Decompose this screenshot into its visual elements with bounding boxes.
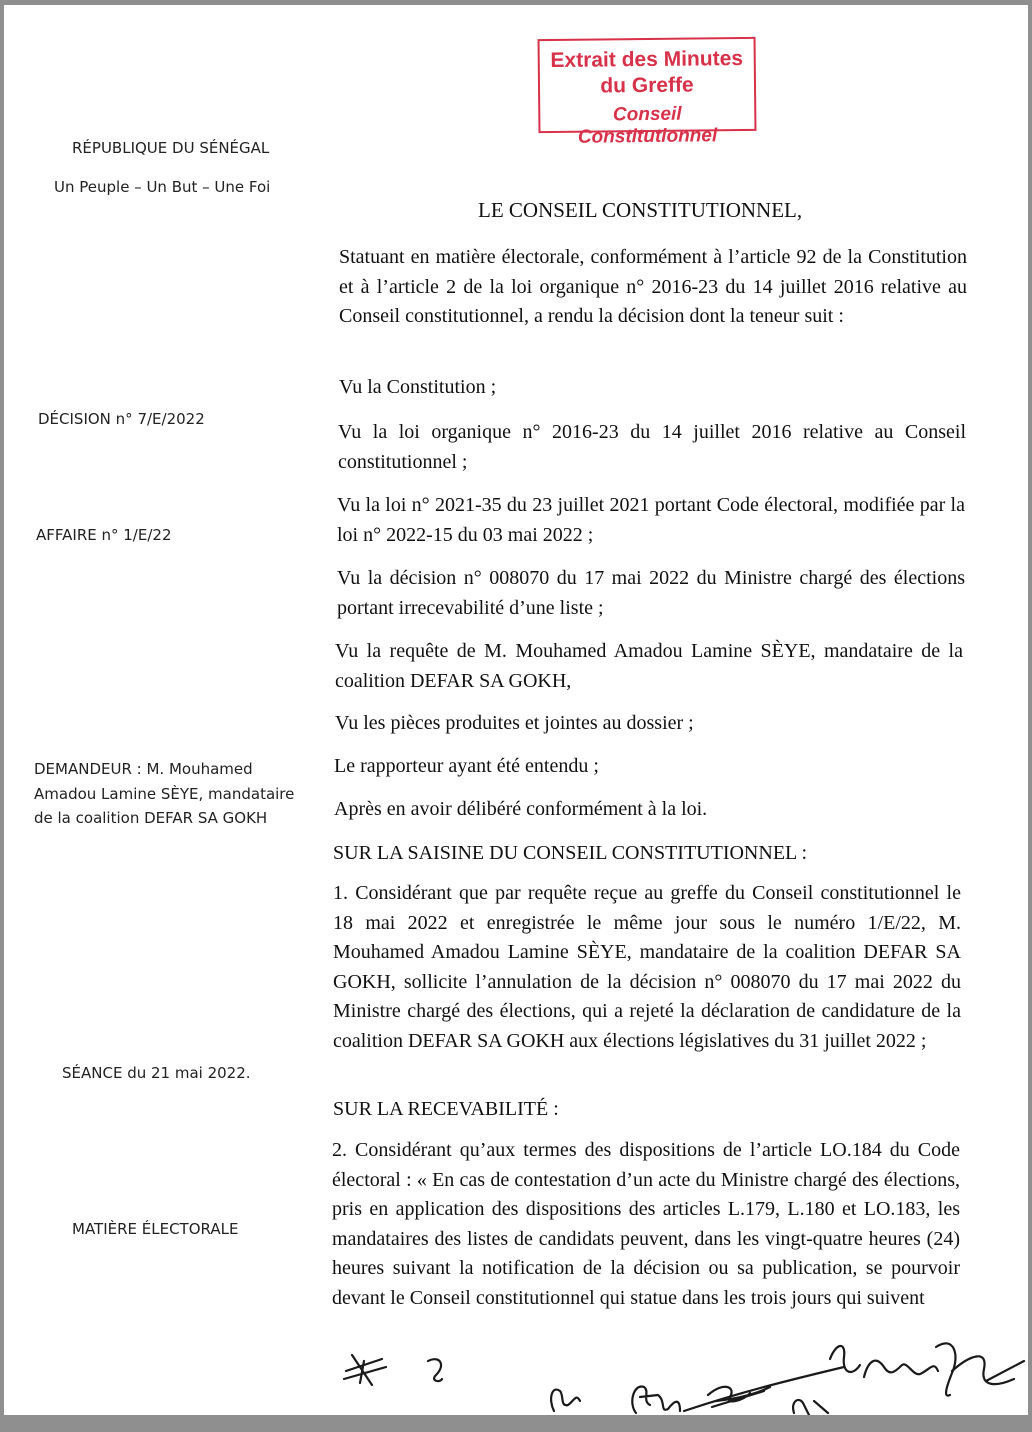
visa-code-electoral: Vu la loi n° 2021-35 du 23 juillet 2021 portant Code électoral, modifiée par la loi n° 2022-15 du 03 mai 2022 ; (337, 494, 965, 546)
visa-constitution: Vu la Constitution ; (339, 376, 497, 398)
considerant-1: 1. Considérant que par requête reçue au greffe du Conseil constitutionnel le 18 mai 2022 et enregistrée le même jour sous le numéro 1/E/22, M. Mouhamed Amadou Lamine SÈYE, mandataire de la coalition DEFAR SA GOKH, sollicite l’annulation de la décision n° 008070 du 17 mai 2022 du Ministre chargé des élections, qui a rejeté la déclaration de candidature de la coalition DEFAR SA GOKH aux élections législatives du 31 juillet 2022 ; (333, 882, 961, 1052)
plaintiff-info: DEMANDEUR : M. Mouhamed Amadou Lamine SÈYE, mandataire de la coalition DEFAR SA GOKH (34, 760, 295, 827)
document-page (4, 5, 1028, 1415)
greffe-stamp (538, 37, 757, 148)
visa-loi-organique: Vu la loi organique n° 2016-23 du 14 juillet 2016 relative au Conseil constitutionnel ; (338, 421, 966, 473)
preamble-statuant: Statuant en matière électorale, conformément à l’article 92 de la Constitution et à l’article 2 de la loi organique n° 2016-23 du 14 juillet 2016 relative au Conseil constitutionnel, a rendu la décision dont la teneur suit : (339, 246, 967, 327)
stamp-line-1: Extrait des Minutes (550, 46, 744, 73)
visa-pieces: Vu les pièces produites et jointes au dossier ; (335, 712, 694, 734)
stamp-line-3: Conseil Constitutionnel (577, 103, 718, 148)
handwritten-signatures (324, 1321, 1028, 1415)
session-date: SÉANCE du 21 mai 2022. (62, 1064, 251, 1082)
decision-number: DÉCISION n° 7/E/2022 (38, 410, 205, 428)
national-motto: Un Peuple – Un But – Une Foi (54, 178, 271, 196)
council-title: LE CONSEIL CONSTITUTIONNEL, (478, 198, 803, 222)
visa-requete: Vu la requête de M. Mouhamed Amadou Lamine SÈYE, mandataire de la coalition DEFAR SA GOKH, (335, 640, 963, 692)
heading-recevabilite: SUR LA RECEVABILITÉ : (333, 1098, 559, 1120)
page-bottom-edge (0, 1415, 1032, 1432)
rapporteur-line: Le rapporteur ayant été entendu ; (334, 755, 599, 777)
subject-matter: MATIÈRE ÉLECTORALE (72, 1220, 239, 1238)
case-number: AFFAIRE n° 1/E/22 (36, 526, 172, 544)
republic-heading: RÉPUBLIQUE DU SÉNÉGAL (72, 139, 270, 157)
heading-saisine: SUR LA SAISINE DU CONSEIL CONSTITUTIONNEL : (333, 842, 808, 864)
considerant-2: 2. Considérant qu’aux termes des dispositions de l’article LO.184 du Code électoral : « En cas de contestation d’un acte du Ministre chargé des élections, pris en application des dispositions des articles L.179, L.180 et LO.183, les mandataires des listes de candidats peuvent, dans les vingt-quatre heures (24) heures suivant la notification de la décision ou sa publication, se pourvoir devant le Conseil constitutionnel qui statue dans les trois jours qui suivent (332, 1139, 960, 1309)
visa-decision: Vu la décision n° 008070 du 17 mai 2022 du Ministre chargé des élections portant irrecevabilité d’une liste ; (337, 567, 965, 619)
stamp-line-2: du Greffe (600, 73, 694, 98)
deliberation-line: Après en avoir délibéré conformément à la loi. (334, 798, 708, 820)
